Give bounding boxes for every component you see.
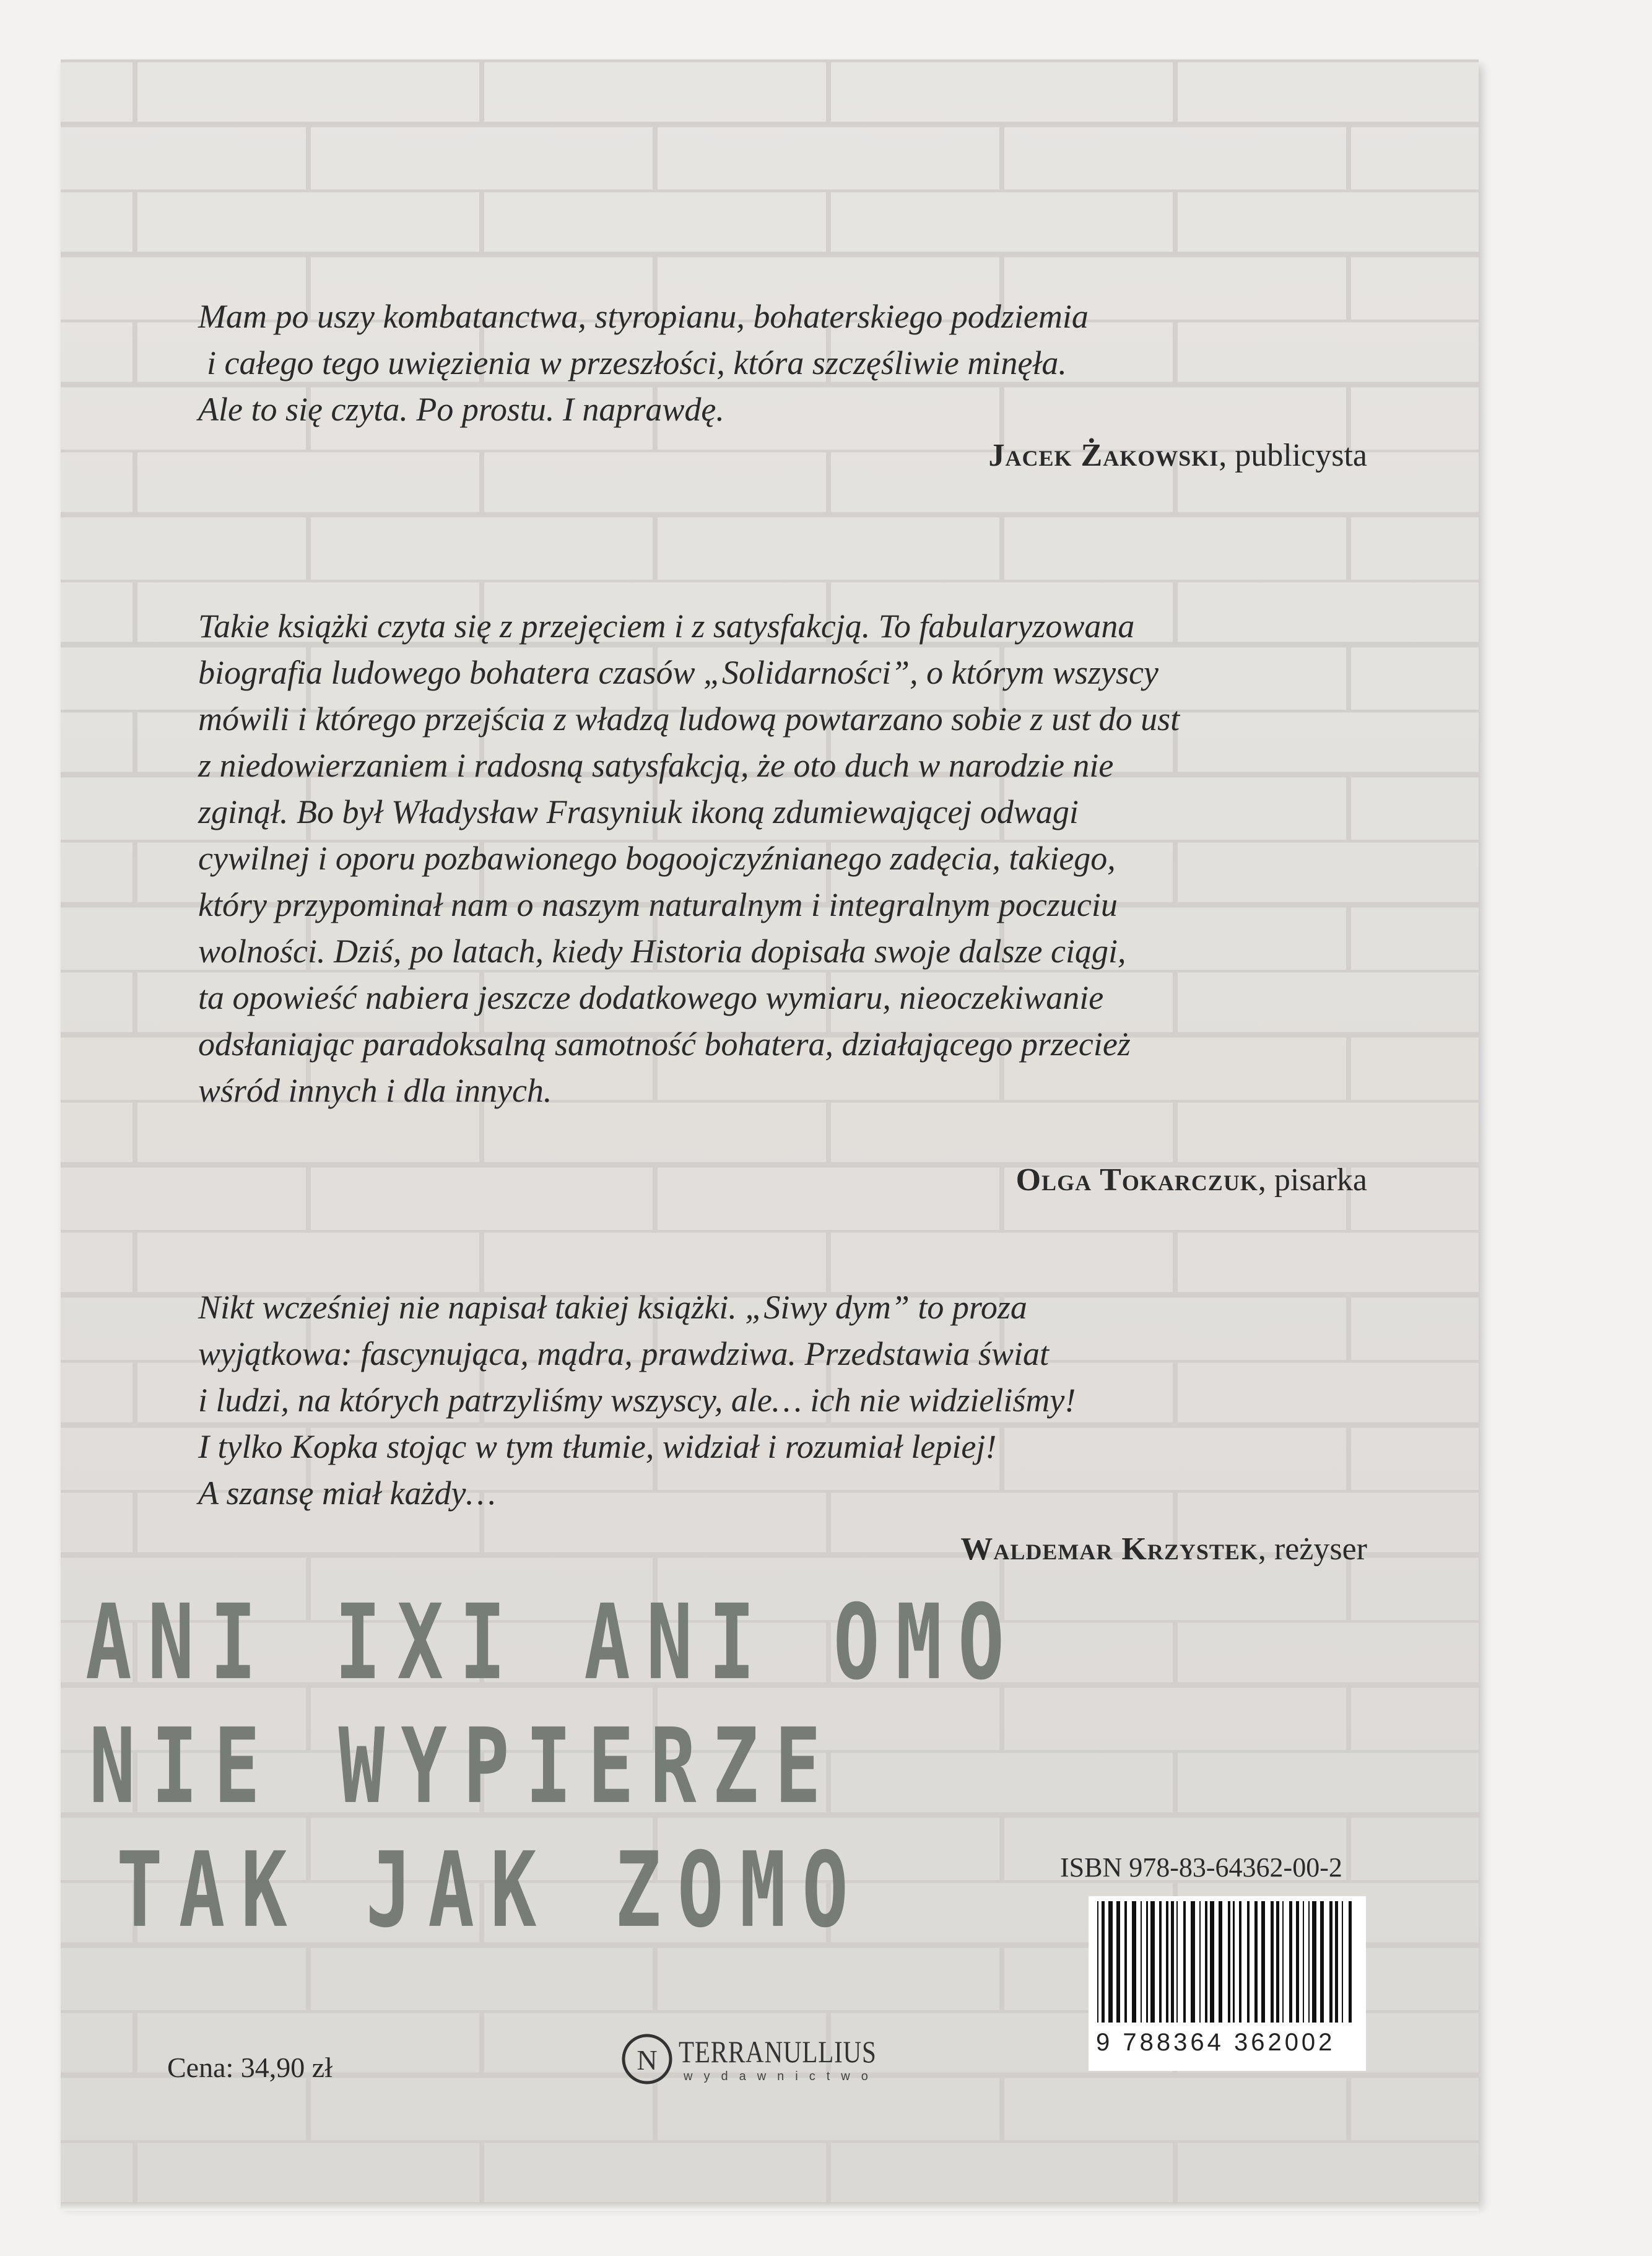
barcode-bar	[1282, 1901, 1284, 2023]
barcode-bar	[1289, 1901, 1292, 2023]
barcode-bar	[1159, 1901, 1162, 2023]
publisher-logo	[619, 2026, 879, 2094]
barcode-bar	[1342, 1901, 1343, 2023]
attribution-krzystek	[960, 1531, 1367, 1567]
quote-line: I tylko Kopka stojąc w tym tłumie, widział i rozumiał lepiej!	[198, 1428, 997, 1465]
author-role: , pisarka	[1258, 1162, 1367, 1198]
quote-zakowski	[198, 294, 1089, 433]
isbn-text: ISBN 978-83-64362-00-2	[1060, 1852, 1342, 1883]
quote-line: A szansę miał każdy…	[198, 1474, 496, 1512]
barcode-bar	[1171, 1901, 1174, 2023]
barcode-bar	[1097, 1901, 1098, 2023]
logo-letter: N	[637, 2044, 658, 2076]
quote-line: mówili i którego przejścia z władzą ludową powtarzano sobie z ust do ust	[198, 700, 1180, 738]
barcode-bar	[1199, 1901, 1201, 2023]
quote-line: Nikt wcześniej nie napisał takiej książki. „Siwy dym” to proza	[198, 1289, 1027, 1326]
barcode-bar	[1335, 1901, 1338, 2023]
barcode-bar	[1329, 1901, 1332, 2023]
quote-line: ta opowieść nabiera jeszcze dodatkowego wymiaru, nieoczekiwanie	[198, 979, 1104, 1016]
barcode-bar	[1205, 1901, 1207, 2023]
barcode-bar	[1219, 1901, 1222, 2023]
barcode-bar	[1146, 1901, 1148, 2023]
barcode-bar	[1166, 1901, 1168, 2023]
quote-tokarczuk	[198, 603, 1180, 1114]
book-edge-shadow	[61, 2202, 1479, 2211]
publisher-subtitle: wydawnictwo	[684, 2070, 879, 2083]
quote-line: i całego tego uwięzienia w przeszłości, która szczęśliwie minęła.	[207, 344, 1067, 381]
barcode-bars	[1089, 1896, 1366, 2026]
quote-line: który przypominał nam o naszym naturalnym i integralnym poczuciu	[198, 886, 1118, 923]
author-role: , reżyser	[1258, 1531, 1367, 1567]
barcode-bar	[1254, 1901, 1258, 2023]
barcode-bar	[1141, 1901, 1142, 2023]
attribution-tokarczuk	[1016, 1162, 1367, 1198]
barcode-bar	[1303, 1901, 1304, 2023]
barcode-bar	[1191, 1901, 1195, 2023]
graffiti-line-1: ANI IXI ANI OMO	[85, 1583, 1020, 1704]
barcode-bar	[1102, 1901, 1105, 2023]
author-name: Waldemar Krzystek	[960, 1531, 1258, 1567]
quote-line: i ludzi, na których patrzyliśmy wszyscy, ale… ich nie widzieliśmy!	[198, 1382, 1076, 1419]
barcode-bar	[1247, 1901, 1250, 2023]
barcode-bar	[1320, 1901, 1324, 2023]
barcode-bar	[1228, 1901, 1230, 2023]
author-name: Olga Tokarczuk	[1015, 1162, 1258, 1198]
barcode-bar	[1176, 1901, 1178, 2023]
barcode-bar	[1296, 1901, 1299, 2023]
barcode-bar	[1308, 1901, 1310, 2023]
quote-line: odsłaniając paradoksalną samotność bohatera, działającego przecież	[198, 1026, 1131, 1063]
graffiti-line-3: TAK JAK ZOMO	[116, 1831, 864, 1951]
barcode-bar	[1349, 1901, 1352, 2023]
barcode-bar	[1276, 1901, 1279, 2023]
barcode-bar	[1210, 1901, 1214, 2023]
quote-line: wśród innych i dla innych.	[198, 1072, 552, 1109]
barcode-bar	[1271, 1901, 1274, 2023]
publisher-emblem-icon	[619, 2031, 675, 2087]
publisher-name: TERRANULLIUS	[679, 2034, 877, 2069]
barcode-bar	[1150, 1901, 1155, 2023]
quote-line: Mam po uszy kombatanctwa, styropianu, bohaterskiego podziemia	[198, 298, 1089, 335]
quote-line: z niedowierzaniem i radosną satysfakcją, że oto duch w narodzie nie	[198, 747, 1114, 784]
quote-line: wolności. Dziś, po latach, kiedy Historia dopisała swoje dalsze ciągi,	[198, 933, 1126, 970]
quote-line: wyjątkowa: fascynująca, mądra, prawdziwa. Przedstawia świat	[198, 1335, 1050, 1372]
barcode-bar	[1233, 1901, 1235, 2023]
barcode-bar	[1116, 1901, 1120, 2023]
attribution-zakowski	[989, 437, 1367, 474]
quote-line: cywilnej i oporu pozbawionego bogoojczyźnianego zadęcia, takiego,	[198, 840, 1116, 877]
quote-line: biografia ludowego bohatera czasów „Solidarności”, o którym wszyscy	[198, 654, 1159, 691]
barcode-bar	[1108, 1901, 1113, 2023]
price-label: Cena: 34,90 zł	[167, 2052, 333, 2083]
barcode-bar	[1239, 1901, 1241, 2023]
barcode-bar	[1132, 1901, 1136, 2023]
author-role: , publicysta	[1219, 438, 1367, 473]
barcode-bar	[1312, 1901, 1316, 2023]
author-name: Jacek Żakowski	[988, 438, 1219, 473]
barcode-digits: 9 788364 362002	[1096, 2029, 1336, 2056]
quote-krzystek	[198, 1284, 1076, 1517]
barcode-bar	[1183, 1901, 1186, 2023]
quote-line: Takie książki czyta się z przejęciem i z satysfakcją. To fabularyzowana	[198, 608, 1135, 645]
barcode-bar	[1124, 1901, 1127, 2023]
quote-line: zginął. Bo był Władysław Frasyniuk ikoną zdumiewającej odwagi	[198, 793, 1079, 830]
graffiti-line-2: NIE WYPIERZE	[89, 1707, 837, 1827]
barcode-bar	[1261, 1901, 1265, 2023]
quote-line: Ale to się czyta. Po prostu. I naprawdę.	[198, 391, 724, 428]
